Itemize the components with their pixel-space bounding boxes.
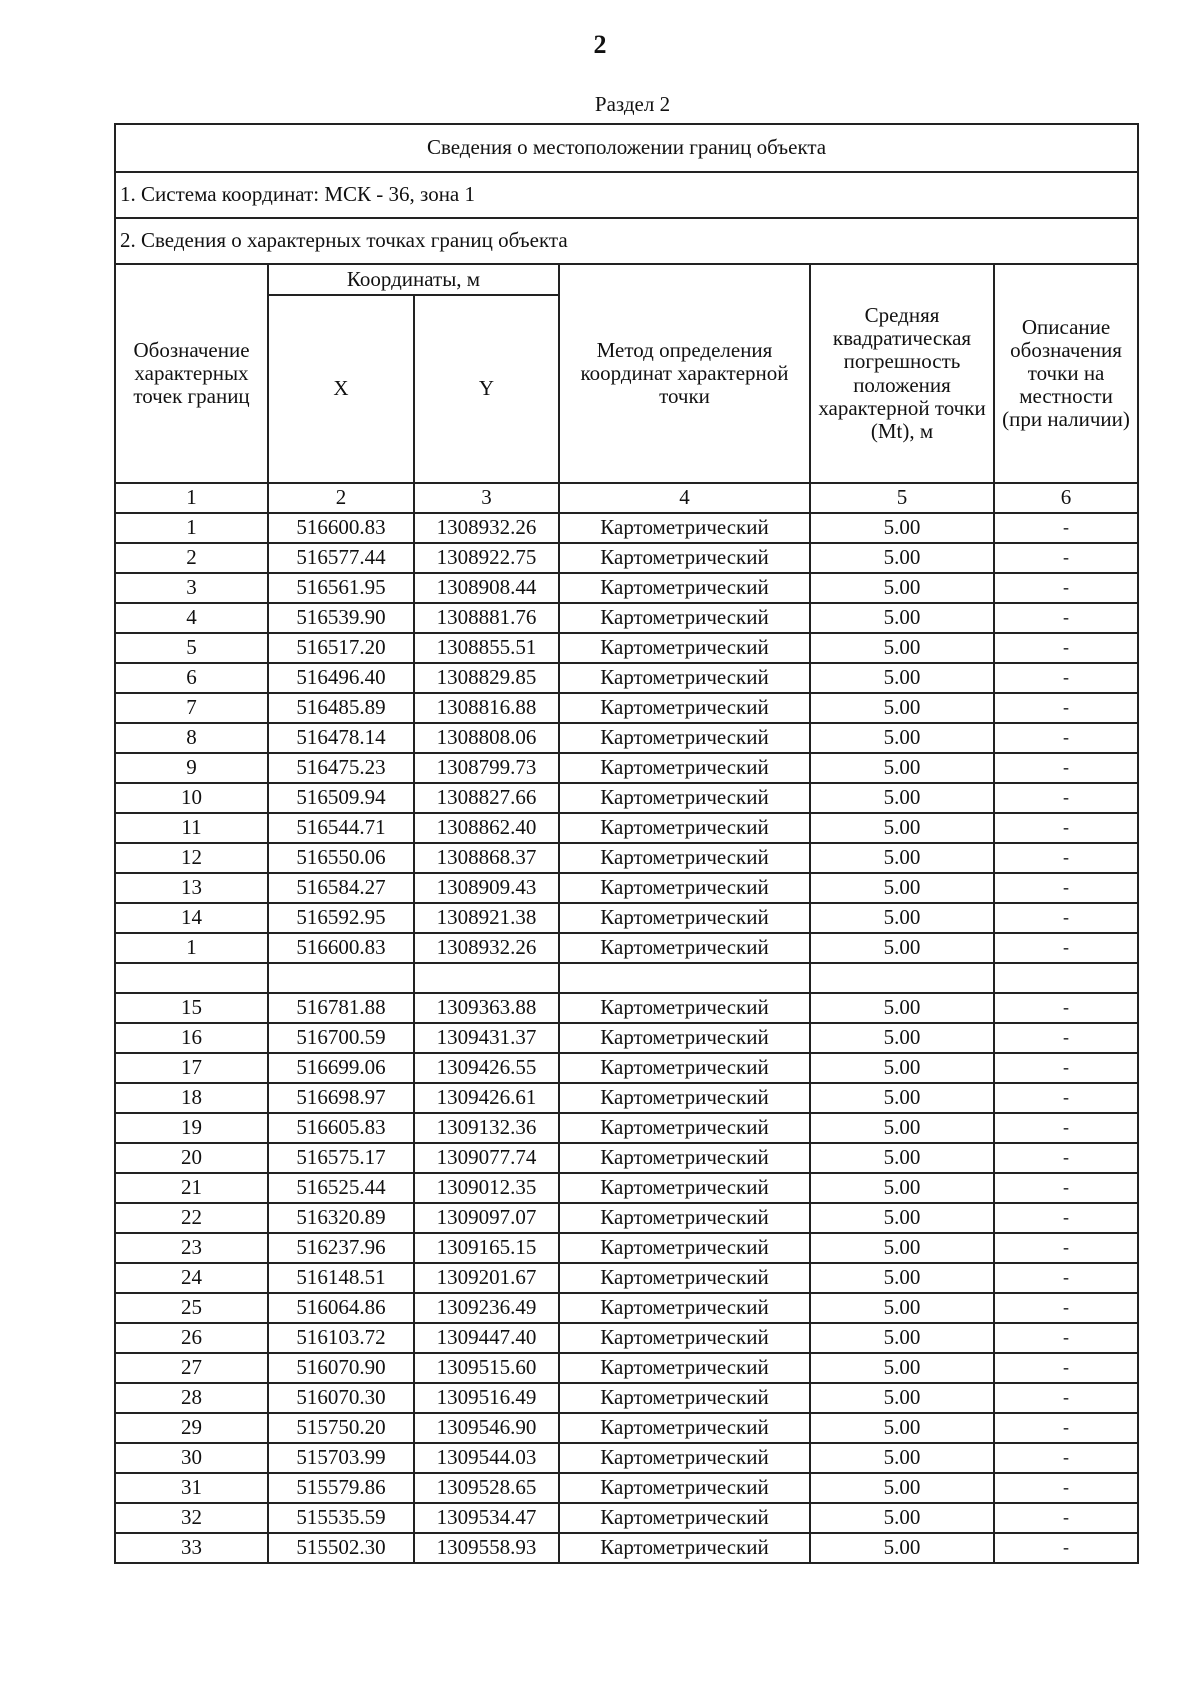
mt-error: 5.00: [810, 873, 994, 903]
column-number: 2: [268, 483, 414, 513]
description: -: [994, 1233, 1138, 1263]
table-row: [115, 1203, 1138, 1233]
description: -: [994, 873, 1138, 903]
section-label: Раздел 2: [594, 92, 671, 116]
description: -: [994, 723, 1138, 753]
point-number: 12: [115, 843, 268, 873]
point-number: 6: [115, 663, 268, 693]
table-row: [115, 1173, 1138, 1203]
table-row: [115, 633, 1138, 663]
coord-x: 516525.44: [268, 1173, 414, 1203]
method: Картометрический: [559, 1293, 810, 1323]
mt-error: 5.00: [810, 543, 994, 573]
point-number: 3: [115, 573, 268, 603]
coord-y: 1309558.93: [414, 1533, 559, 1563]
mt-error: 5.00: [810, 1443, 994, 1473]
coord-y: 1309012.35: [414, 1173, 559, 1203]
coord-y: 1309165.15: [414, 1233, 559, 1263]
coord-y: 1309528.65: [414, 1473, 559, 1503]
point-number: 22: [115, 1203, 268, 1233]
table-row: [115, 783, 1138, 813]
description: -: [994, 633, 1138, 663]
description: -: [994, 603, 1138, 633]
coord-x: 516605.83: [268, 1113, 414, 1143]
coord-x: 516148.51: [268, 1263, 414, 1293]
description: -: [994, 543, 1138, 573]
table-row: [115, 1323, 1138, 1353]
table-row: [115, 1113, 1138, 1143]
mt-error: 5.00: [810, 1083, 994, 1113]
method: Картометрический: [559, 1233, 810, 1263]
column-number: 1: [115, 483, 268, 513]
table-row: [115, 1503, 1138, 1533]
table-row: [115, 843, 1138, 873]
coord-x: 516485.89: [268, 693, 414, 723]
mt-error: 5.00: [810, 1323, 994, 1353]
coord-y: [414, 963, 559, 993]
coord-x: 516600.83: [268, 933, 414, 963]
coord-y: 1308862.40: [414, 813, 559, 843]
point-number: 4: [115, 603, 268, 633]
description: [994, 963, 1138, 993]
method: Картометрический: [559, 1443, 810, 1473]
coord-y: 1308855.51: [414, 633, 559, 663]
coord-x: 515579.86: [268, 1473, 414, 1503]
table-row: [115, 753, 1138, 783]
coord-x: 515502.30: [268, 1533, 414, 1563]
mt-error: 5.00: [810, 1173, 994, 1203]
coord-y: 1309546.90: [414, 1413, 559, 1443]
method: Картометрический: [559, 1083, 810, 1113]
coord-y: 1308921.38: [414, 903, 559, 933]
coord-x: 516475.23: [268, 753, 414, 783]
description: -: [994, 1263, 1138, 1293]
coord-x: 516509.94: [268, 783, 414, 813]
method: Картометрический: [559, 633, 810, 663]
coord-y: 1309426.55: [414, 1053, 559, 1083]
coord-y: 1309077.74: [414, 1143, 559, 1173]
description: -: [994, 1413, 1138, 1443]
coord-y: 1309363.88: [414, 993, 559, 1023]
coord-y: 1309236.49: [414, 1293, 559, 1323]
table-row: [115, 813, 1138, 843]
mt-error: 5.00: [810, 573, 994, 603]
table-row: [115, 663, 1138, 693]
coord-y: 1308908.44: [414, 573, 559, 603]
mt-error: 5.00: [810, 753, 994, 783]
point-number: 29: [115, 1413, 268, 1443]
method: Картометрический: [559, 933, 810, 963]
point-number: 25: [115, 1293, 268, 1323]
coord-x: 515535.59: [268, 1503, 414, 1533]
coord-y: 1308909.43: [414, 873, 559, 903]
method: Картометрический: [559, 723, 810, 753]
mt-error: 5.00: [810, 1293, 994, 1323]
table-row: [115, 1353, 1138, 1383]
point-number: 31: [115, 1473, 268, 1503]
mt-error: 5.00: [810, 513, 994, 543]
point-number: [115, 963, 268, 993]
table-row: [115, 513, 1138, 543]
table-row: [115, 543, 1138, 573]
method: Картометрический: [559, 1323, 810, 1353]
point-number: 1: [115, 933, 268, 963]
mt-error: 5.00: [810, 1023, 994, 1053]
description: -: [994, 1053, 1138, 1083]
table-row: [115, 603, 1138, 633]
point-number: 7: [115, 693, 268, 723]
table-row: [115, 1023, 1138, 1053]
description: -: [994, 663, 1138, 693]
coord-x: 516103.72: [268, 1323, 414, 1353]
column-number: 5: [810, 483, 994, 513]
point-number: 27: [115, 1353, 268, 1383]
method: Картометрический: [559, 813, 810, 843]
header-error: Средняя квадратическая погрешность положения характерной точки (Mt), м: [810, 264, 994, 483]
description: -: [994, 1533, 1138, 1563]
description: -: [994, 993, 1138, 1023]
mt-error: 5.00: [810, 1473, 994, 1503]
mt-error: 5.00: [810, 633, 994, 663]
mt-error: 5.00: [810, 1233, 994, 1263]
coord-x: 516550.06: [268, 843, 414, 873]
coord-y: 1308932.26: [414, 513, 559, 543]
points-heading: 2. Сведения о характерных точках границ объекта: [115, 218, 1138, 264]
point-number: 17: [115, 1053, 268, 1083]
point-number: 5: [115, 633, 268, 663]
description: -: [994, 1443, 1138, 1473]
coord-y: 1309132.36: [414, 1113, 559, 1143]
header-x: X: [268, 295, 414, 483]
description: -: [994, 1083, 1138, 1113]
table-row: [115, 723, 1138, 753]
description: -: [994, 513, 1138, 543]
coord-x: 516478.14: [268, 723, 414, 753]
table-row: [115, 1233, 1138, 1263]
mt-error: 5.00: [810, 1203, 994, 1233]
coord-x: 516237.96: [268, 1233, 414, 1263]
coord-x: 516781.88: [268, 993, 414, 1023]
coord-y: 1308932.26: [414, 933, 559, 963]
description: -: [994, 1293, 1138, 1323]
point-number: 26: [115, 1323, 268, 1353]
mt-error: 5.00: [810, 783, 994, 813]
coord-x: 516544.71: [268, 813, 414, 843]
description: -: [994, 903, 1138, 933]
method: Картометрический: [559, 1143, 810, 1173]
table-row: [115, 903, 1138, 933]
method: Картометрический: [559, 1113, 810, 1143]
table-row: [115, 693, 1138, 723]
method: Картометрический: [559, 513, 810, 543]
table-row: [115, 1083, 1138, 1113]
table-row: [115, 933, 1138, 963]
coord-x: 516699.06: [268, 1053, 414, 1083]
description: -: [994, 933, 1138, 963]
coordinate-system: 1. Система координат: МСК - 36, зона 1: [115, 172, 1138, 218]
method: Картометрический: [559, 1263, 810, 1293]
point-number: 32: [115, 1503, 268, 1533]
coord-x: 516577.44: [268, 543, 414, 573]
method: Картометрический: [559, 663, 810, 693]
coord-x: 516575.17: [268, 1143, 414, 1173]
coord-y: 1309431.37: [414, 1023, 559, 1053]
method: Картометрический: [559, 1023, 810, 1053]
table-row: [115, 1473, 1138, 1503]
coord-y: 1308808.06: [414, 723, 559, 753]
mt-error: 5.00: [810, 1383, 994, 1413]
header-designation: Обозначение характерных точек границ: [115, 264, 268, 483]
table-row: [115, 1293, 1138, 1323]
point-number: 23: [115, 1233, 268, 1263]
method: Картометрический: [559, 753, 810, 783]
column-number: 4: [559, 483, 810, 513]
mt-error: 5.00: [810, 723, 994, 753]
point-number: 10: [115, 783, 268, 813]
coord-x: 516584.27: [268, 873, 414, 903]
mt-error: 5.00: [810, 1143, 994, 1173]
description: -: [994, 1383, 1138, 1413]
coord-y: 1309097.07: [414, 1203, 559, 1233]
description: -: [994, 573, 1138, 603]
point-number: 20: [115, 1143, 268, 1173]
description: -: [994, 1353, 1138, 1383]
coord-x: 516700.59: [268, 1023, 414, 1053]
coord-x: 516320.89: [268, 1203, 414, 1233]
description: -: [994, 1143, 1138, 1173]
coord-x: 515750.20: [268, 1413, 414, 1443]
mt-error: 5.00: [810, 1263, 994, 1293]
description: -: [994, 1113, 1138, 1143]
method: Картометрический: [559, 1053, 810, 1083]
table-row: [115, 963, 1138, 993]
description: -: [994, 1203, 1138, 1233]
coord-y: 1308829.85: [414, 663, 559, 693]
description: -: [994, 1503, 1138, 1533]
point-number: 2: [115, 543, 268, 573]
coord-x: 516600.83: [268, 513, 414, 543]
mt-error: 5.00: [810, 1413, 994, 1443]
table-row: [115, 1413, 1138, 1443]
mt-error: 5.00: [810, 933, 994, 963]
coord-x: 515703.99: [268, 1443, 414, 1473]
coord-x: 516592.95: [268, 903, 414, 933]
mt-error: 5.00: [810, 603, 994, 633]
method: Картометрический: [559, 573, 810, 603]
coord-x: 516496.40: [268, 663, 414, 693]
method: Картометрический: [559, 603, 810, 633]
coord-x: 516070.90: [268, 1353, 414, 1383]
point-number: 19: [115, 1113, 268, 1143]
method: Картометрический: [559, 1173, 810, 1203]
coord-x: 516561.95: [268, 573, 414, 603]
table-row: [115, 1443, 1138, 1473]
point-number: 1: [115, 513, 268, 543]
point-number: 21: [115, 1173, 268, 1203]
coord-x: 516064.86: [268, 1293, 414, 1323]
mt-error: 5.00: [810, 663, 994, 693]
table-row: [115, 1143, 1138, 1173]
method: Картометрический: [559, 783, 810, 813]
point-number: 13: [115, 873, 268, 903]
table-row: [115, 573, 1138, 603]
coord-x: 516698.97: [268, 1083, 414, 1113]
method: Картометрический: [559, 543, 810, 573]
method: Картометрический: [559, 1533, 810, 1563]
description: -: [994, 843, 1138, 873]
method: Картометрический: [559, 903, 810, 933]
coord-x: 516517.20: [268, 633, 414, 663]
description: -: [994, 813, 1138, 843]
method: Картометрический: [559, 1353, 810, 1383]
method: Картометрический: [559, 1503, 810, 1533]
coord-y: 1308922.75: [414, 543, 559, 573]
point-number: 9: [115, 753, 268, 783]
table-row: [115, 1383, 1138, 1413]
header-coordinates: Координаты, м: [268, 264, 559, 295]
coord-x: [268, 963, 414, 993]
header-method: Метод определения координат характерной точки: [559, 264, 810, 483]
point-number: 8: [115, 723, 268, 753]
table-row: [115, 993, 1138, 1023]
coord-y: 1308868.37: [414, 843, 559, 873]
mt-error: 5.00: [810, 693, 994, 723]
coord-y: 1309544.03: [414, 1443, 559, 1473]
coord-y: 1308881.76: [414, 603, 559, 633]
method: Картометрический: [559, 843, 810, 873]
mt-error: 5.00: [810, 1353, 994, 1383]
table-row: [115, 1053, 1138, 1083]
mt-error: 5.00: [810, 903, 994, 933]
coord-y: 1309426.61: [414, 1083, 559, 1113]
coord-y: 1308816.88: [414, 693, 559, 723]
header-description: Описание обозначения точки на местности (при наличии): [994, 264, 1138, 483]
mt-error: 5.00: [810, 1053, 994, 1083]
method: Картометрический: [559, 873, 810, 903]
method: Картометрический: [559, 993, 810, 1023]
point-number: 11: [115, 813, 268, 843]
point-number: 15: [115, 993, 268, 1023]
page-number: 2: [593, 30, 607, 59]
coord-y: 1309447.40: [414, 1323, 559, 1353]
coord-y: 1309201.67: [414, 1263, 559, 1293]
table-row: [115, 873, 1138, 903]
point-number: 14: [115, 903, 268, 933]
point-number: 24: [115, 1263, 268, 1293]
point-number: 16: [115, 1023, 268, 1053]
coord-y: 1309534.47: [414, 1503, 559, 1533]
mt-error: 5.00: [810, 843, 994, 873]
coord-x: 516070.30: [268, 1383, 414, 1413]
table-row: [115, 1533, 1138, 1563]
description: -: [994, 783, 1138, 813]
description: -: [994, 1323, 1138, 1353]
point-number: 18: [115, 1083, 268, 1113]
coord-y: 1308827.66: [414, 783, 559, 813]
coord-y: 1309516.49: [414, 1383, 559, 1413]
coord-y: 1308799.73: [414, 753, 559, 783]
method: Картометрический: [559, 1473, 810, 1503]
boundary-points-table: [114, 123, 1139, 1564]
method: Картометрический: [559, 1203, 810, 1233]
method: Картометрический: [559, 1383, 810, 1413]
method: Картометрический: [559, 1413, 810, 1443]
description: -: [994, 1023, 1138, 1053]
point-number: 33: [115, 1533, 268, 1563]
description: -: [994, 1473, 1138, 1503]
coord-y: 1309515.60: [414, 1353, 559, 1383]
column-number: 6: [994, 483, 1138, 513]
header-y: Y: [414, 295, 559, 483]
point-number: 30: [115, 1443, 268, 1473]
description: -: [994, 693, 1138, 723]
table-body: [115, 513, 1138, 1563]
mt-error: 5.00: [810, 813, 994, 843]
description: -: [994, 1173, 1138, 1203]
description: -: [994, 753, 1138, 783]
method: [559, 963, 810, 993]
point-number: 28: [115, 1383, 268, 1413]
mt-error: [810, 963, 994, 993]
mt-error: 5.00: [810, 1533, 994, 1563]
method: Картометрический: [559, 693, 810, 723]
coord-x: 516539.90: [268, 603, 414, 633]
mt-error: 5.00: [810, 993, 994, 1023]
column-number: 3: [414, 483, 559, 513]
table-title: Сведения о местоположении границ объекта: [115, 124, 1138, 172]
mt-error: 5.00: [810, 1113, 994, 1143]
table-row: [115, 1263, 1138, 1293]
mt-error: 5.00: [810, 1503, 994, 1533]
